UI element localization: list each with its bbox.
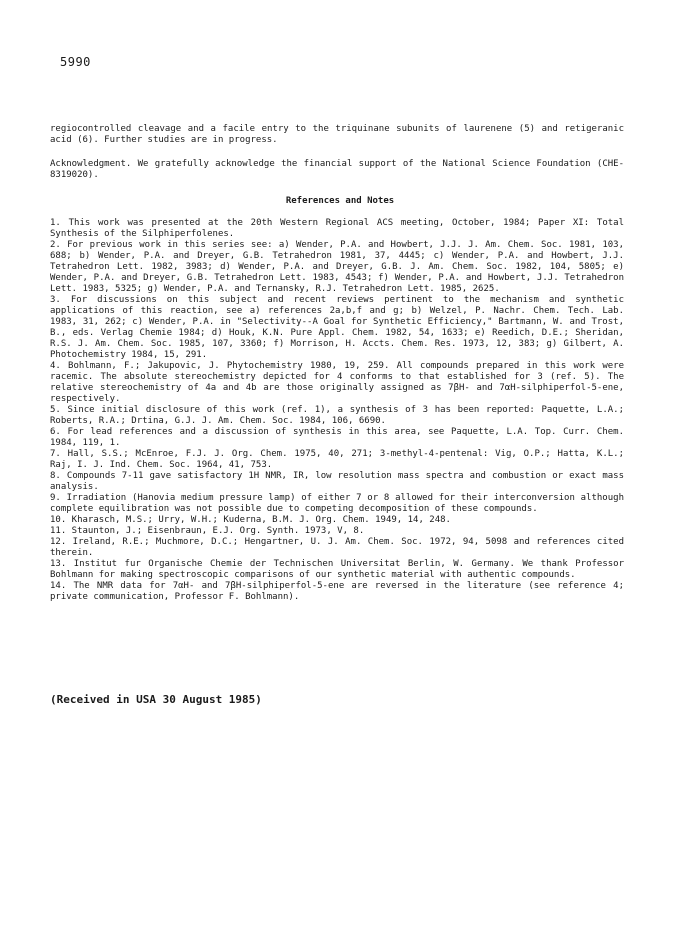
reference-11: 11. Staunton, J.; Eisenbraun, E.J. Org. Synth. 1973, V, 8. — [50, 526, 365, 536]
received-date: (Received in USA 30 August 1985) — [50, 693, 262, 706]
reference-10: 10. Kharasch, M.S.; Urry, W.H.; Kuderna, B.M. J. Org. Chem. 1949, 14, 248. — [50, 515, 451, 525]
reference-7: 7. Hall, S.S.; McEnroe, F.J. J. Org. Chem. 1975, 40, 271; 3-methyl-4-pentenal: Vig, O.P.; Hatta, K.L.; Raj, I. J. Ind. Chem. Soc. 1964, 41, 753. — [50, 449, 624, 470]
reference-9: 9. Irradiation (Hanovia medium pressure lamp) of either 7 or 8 allowed for their interconversion although complete equilibration was not possible due to competing decomposition of these compounds. — [50, 493, 624, 514]
reference-13: 13. Institut fur Organische Chemie der Technischen Universitat Berlin, W. Germany. We thank Professor Bohlmann for making spectroscopic comparisons of our synthetic material with authentic compounds. — [50, 559, 624, 580]
reference-4: 4. Bohlmann, F.; Jakupovic, J. Phytochemistry 1980, 19, 259. All compounds prepared in this work were racemic. The absolute stereochemistry depicted for 4 conforms to that established for 3 (ref. 5). The relative stereochemistry of 4a and 4b are those originally assigned as 7βH- and 7αH-silphiperfol-5-ene, respectively. — [50, 361, 624, 404]
reference-12: 12. Ireland, R.E.; Muchmore, D.C.; Hengartner, U. J. Am. Chem. Soc. 1972, 94, 5098 and references cited therein. — [50, 537, 624, 558]
page-number: 5990 — [60, 55, 91, 69]
reference-6: 6. For lead references and a discussion of synthesis in this area, see Paquette, L.A. Top. Curr. Chem. 1984, 119, 1. — [50, 427, 624, 448]
reference-14: 14. The NMR data for 7αH- and 7βH-silphiperfol-5-ene are reversed in the literature (see reference 4; private communication, Professor F. Bohlmann). — [50, 581, 624, 602]
reference-2: 2. For previous work in this series see: a) Wender, P.A. and Howbert, J.J. J. Am. Chem. Soc. 1981, 103, 688; b) Wender, P.A. and Dreyer, G.B. Tetrahedron 1981, 37, 4445; c) Wender, P.A. and Howbert, J.J. Tetrahedron Lett. 1982, 3983; d) Wender, P.A. and Dreyer, G.B. J. Am. Chem. Soc. 1982, 104, 5805; e) Wender, P.A. and Dreyer, G.B. Tetrahedron Lett. 1983, 4543; f) Wender, P.A. and Howbert, J.J. Tetrahedron Lett. 1983, 5325; g) Wender, P.A. and Ternansky, R.J. Tetrahedron Lett. 1985, 2625. — [50, 240, 624, 294]
reference-3: 3. For discussions on this subject and recent reviews pertinent to the mechanism and synthetic applications of this reaction, see a) references 2a,b,f and g; b) Welzel, P. Nachr. Chem. Tech. Lab. 1983, 31, 262; c) Wender, P.A. in "Selectivity--A Goal for Synthetic Efficiency," Bartmann, W. and Trost, B., eds. Verlag Chemie 1984; d) Houk, K.N. Pure Appl. Chem. 1982, 54, 1633; e) Reedich, D.E.; Sheridan, R.S. J. Am. Chem. Soc. 1985, 107, 3360; f) Morrison, H. Accts. Chem. Res. 1973, 12, 383; g) Gilbert, A. Photochemistry 1984, 15, 291. — [50, 295, 624, 360]
references-heading: References and Notes — [285, 196, 395, 206]
reference-1: 1. This work was presented at the 20th Western Regional ACS meeting, October, 1984; Paper XI: Total Synthesis of the Silphiperfolenes. — [50, 218, 624, 239]
reference-5: 5. Since initial disclosure of this work (ref. 1), a synthesis of 3 has been reported: Paquette, L.A.; Roberts, R.A.; Drtina, G.J. J. Am. Chem. Soc. 1984, 106, 6690. — [50, 405, 624, 426]
closing-paragraph: regiocontrolled cleavage and a facile entry to the triquinane subunits of laurenene (5) and retigeranic acid (6). Further studies are in progress. — [50, 124, 624, 145]
references-list — [50, 218, 624, 603]
acknowledgment: Acknowledgment. We gratefully acknowledge the financial support of the National Science Foundation (CHE-8319020). — [50, 159, 624, 180]
reference-8: 8. Compounds 7-11 gave satisfactory 1H NMR, IR, low resolution mass spectra and combustion or exact mass analysis. — [50, 471, 624, 492]
